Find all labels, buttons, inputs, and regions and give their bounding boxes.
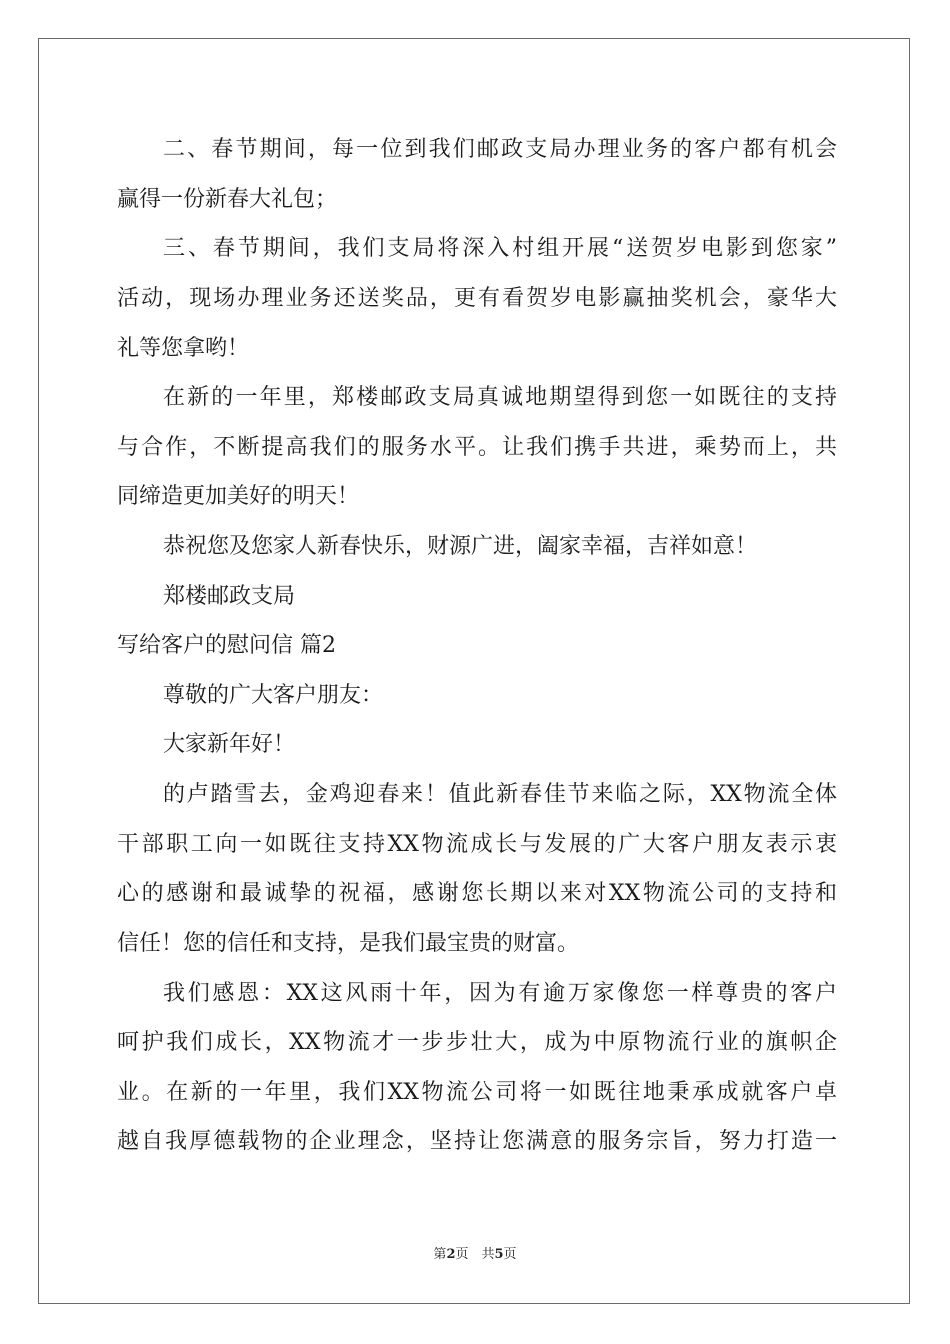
paragraph-line: 在新的一年里，郑楼邮政支局真诚地期望得到您一如既往的支持 [163,385,837,410]
paragraph-line: 活动，现场办理业务还送奖品，更有看贺岁电影赢抽奖机会，豪华大 [117,286,837,311]
page-prefix: 第 [433,1247,447,1262]
paragraph-line: 我们感恩：XX这风雨十年，因为有逾万家像您一样尊贵的客户 [163,981,837,1006]
paragraph-line: 信任！您的信任和支持，是我们最宝贵的财富。 [117,931,580,956]
paragraph-line: 心的感谢和最诚挚的祝福，感谢您长期以来对XX物流公司的支持和 [117,881,837,906]
paragraph-line: 赢得一份新春大礼包； [117,187,338,212]
page-footer [0,1246,950,1264]
greeting: 大家新年好！ [163,732,296,757]
paragraph-line: 呵护我们成长，XX物流才一步步壮大，成为中原物流行业的旗帜企 [117,1030,837,1055]
paragraph-line: 二、春节期间，每一位到我们邮政支局办理业务的客户都有机会 [163,137,837,162]
paragraph-line: 的卢踏雪去，金鸡迎春来！值此新春佳节来临之际，XX物流全体 [163,782,837,807]
section-heading: 写给客户的慰问信 篇2 [117,633,336,658]
paragraph-line: 越自我厚德载物的企业理念，坚持让您满意的服务宗旨，努力打造一 [117,1129,837,1154]
page-suffix: 页 [503,1247,517,1262]
paragraph-line: 三、春节期间，我们支局将深入村组开展“送贺岁电影到您家” [163,236,837,261]
salutation: 尊敬的广大客户朋友： [163,683,384,708]
paragraph-line: 礼等您拿哟！ [117,336,250,361]
paragraph-line: 与合作，不断提高我们的服务水平。让我们携手共进，乘势而上，共 [117,435,837,460]
page-mid: 页 共 [455,1247,495,1262]
paragraph-line: 恭祝您及您家人新春快乐，财源广进，阖家幸福，吉祥如意！ [163,534,758,559]
paragraph-line: 干部职工向一如既往支持XX物流成长与发展的广大客户朋友表示衷 [117,832,837,857]
page-current: 2 [446,1247,456,1262]
page-total: 5 [494,1247,504,1262]
paragraph-line: 业。在新的一年里，我们XX物流公司将一如既往地秉承成就客户卓 [117,1080,837,1105]
signature-line: 郑楼邮政支局 [163,584,296,609]
paragraph-line: 同缔造更加美好的明天！ [117,484,360,509]
page-border [38,38,910,1304]
